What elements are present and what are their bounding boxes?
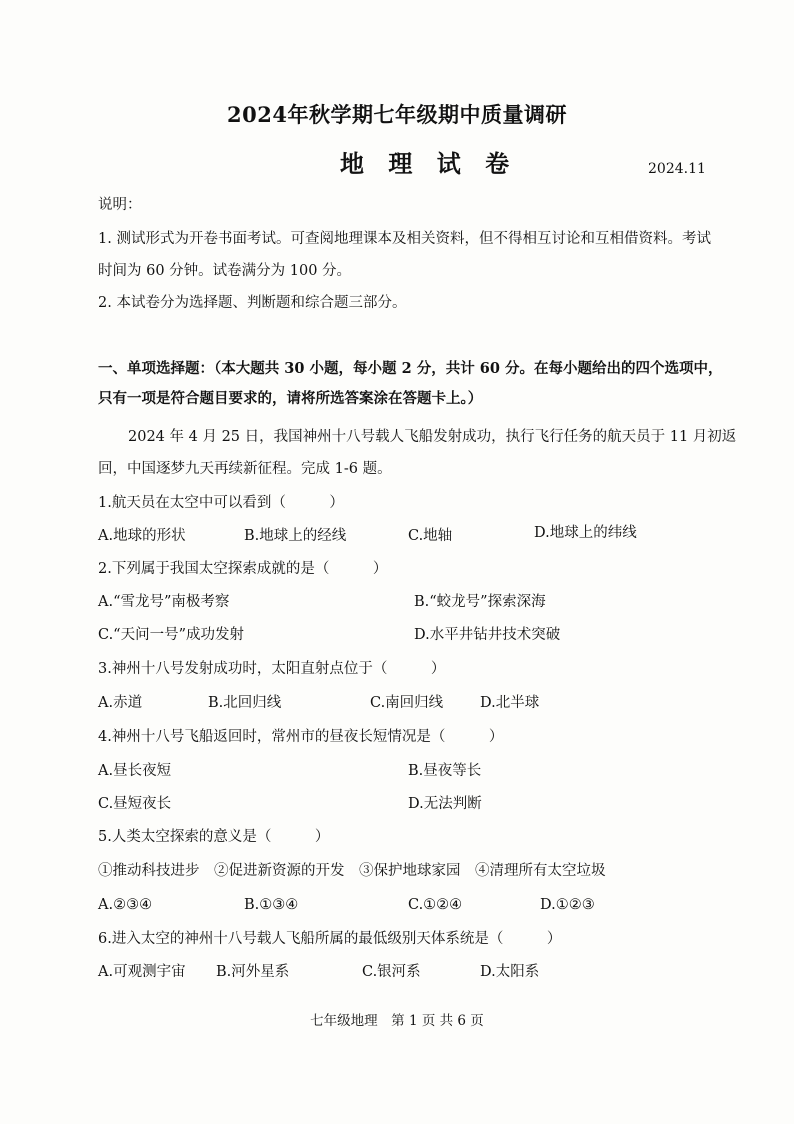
question-6-option-d: D.太阳系 — [480, 964, 540, 980]
question-6-stem: 6.进入太空的神州十八号载人飞船所属的最低级别天体系统是（ ） — [98, 931, 562, 947]
section-heading-line-b: 只有一项是符合题目要求的，请将所选答案涂在答题卡上。） — [98, 390, 483, 407]
instruction-2: 2. 本试卷分为选择题、判断题和综合题三部分。 — [98, 295, 407, 311]
question-3-stem: 3.神州十八号发射成功时，太阳直射点位于（ ） — [98, 661, 446, 677]
question-5-option-b: B.①③④ — [244, 897, 299, 913]
question-5-stem: 5.人类太空探索的意义是（ ） — [98, 829, 330, 845]
question-5-option-c: C.①②④ — [408, 897, 463, 913]
question-6-option-c: C.银河系 — [362, 964, 421, 980]
question-5-option-d: D.①②③ — [540, 897, 595, 913]
question-3-option-c: C.南回归线 — [370, 695, 444, 711]
page-title: 2024年秋学期七年级期中质量调研 — [227, 102, 567, 127]
instructions-label: 说明： — [98, 197, 142, 213]
question-2-stem: 2.下列属于我国太空探索成就的是（ ） — [98, 561, 388, 577]
question-5-statements: ①推动科技进步 ②促进新资源的开发 ③保护地球家园 ④清理所有太空垃圾 — [98, 863, 606, 879]
question-6-option-a: A.可观测宇宙 — [98, 964, 186, 980]
question-5-option-a: A.②③④ — [98, 897, 153, 913]
question-6-option-b: B.河外星系 — [216, 964, 290, 980]
question-2-option-a: A.“雪龙号”南极考察 — [98, 594, 230, 610]
question-2-option-d: D.水平井钻井技术突破 — [414, 627, 561, 643]
question-1-stem: 1.航天员在太空中可以看到（ ） — [98, 495, 344, 511]
instruction-1-line-b: 时间为 60 分钟。试卷满分为 100 分。 — [98, 263, 352, 279]
question-2-option-b: B.“蛟龙号”探索深海 — [414, 594, 546, 610]
question-3-option-b: B.北回归线 — [208, 695, 282, 711]
page-footer: 七年级地理 第 1 页 共 6 页 — [310, 1013, 484, 1029]
question-2-option-c: C.“天问一号”成功发射 — [98, 627, 245, 643]
section-heading-line-a: 一、单项选择题：（本大题共 30 小题，每小题 2 分，共计 60 分。在每小题给出的四个选项中， — [98, 360, 723, 377]
question-3-option-a: A.赤道 — [98, 695, 143, 711]
question-3-option-d: D.北半球 — [480, 695, 540, 711]
question-1-option-b: B.地球上的经线 — [244, 528, 347, 544]
question-4-option-a: A.昼长夜短 — [98, 763, 172, 779]
passage-line-b: 回，中国逐梦九天再续新征程。完成 1-6 题。 — [98, 461, 392, 477]
question-1-option-a: A.地球的形状 — [98, 528, 186, 544]
question-4-option-b: B.昼夜等长 — [408, 763, 482, 779]
question-1-option-c: C.地轴 — [408, 528, 453, 544]
exam-date: 2024.11 — [648, 161, 706, 177]
question-4-option-c: C.昼短夜长 — [98, 796, 172, 812]
instruction-1-line-a: 1. 测试形式为开卷书面考试。可查阅地理课本及相关资料，但不得相互讨论和互相借资料。考试 — [98, 231, 711, 247]
passage-line-a: 2024 年 4 月 25 日，我国神州十八号载人飞船发射成功，执行飞行任务的航天员于 11 月初返 — [128, 429, 737, 445]
question-4-option-d: D.无法判断 — [408, 796, 482, 812]
question-1-option-d: D.地球上的纬线 — [534, 525, 637, 541]
question-4-stem: 4.神州十八号飞船返回时，常州市的昼夜长短情况是（ ） — [98, 729, 504, 745]
exam-subject-title: 地 理 试 卷 — [340, 149, 518, 178]
